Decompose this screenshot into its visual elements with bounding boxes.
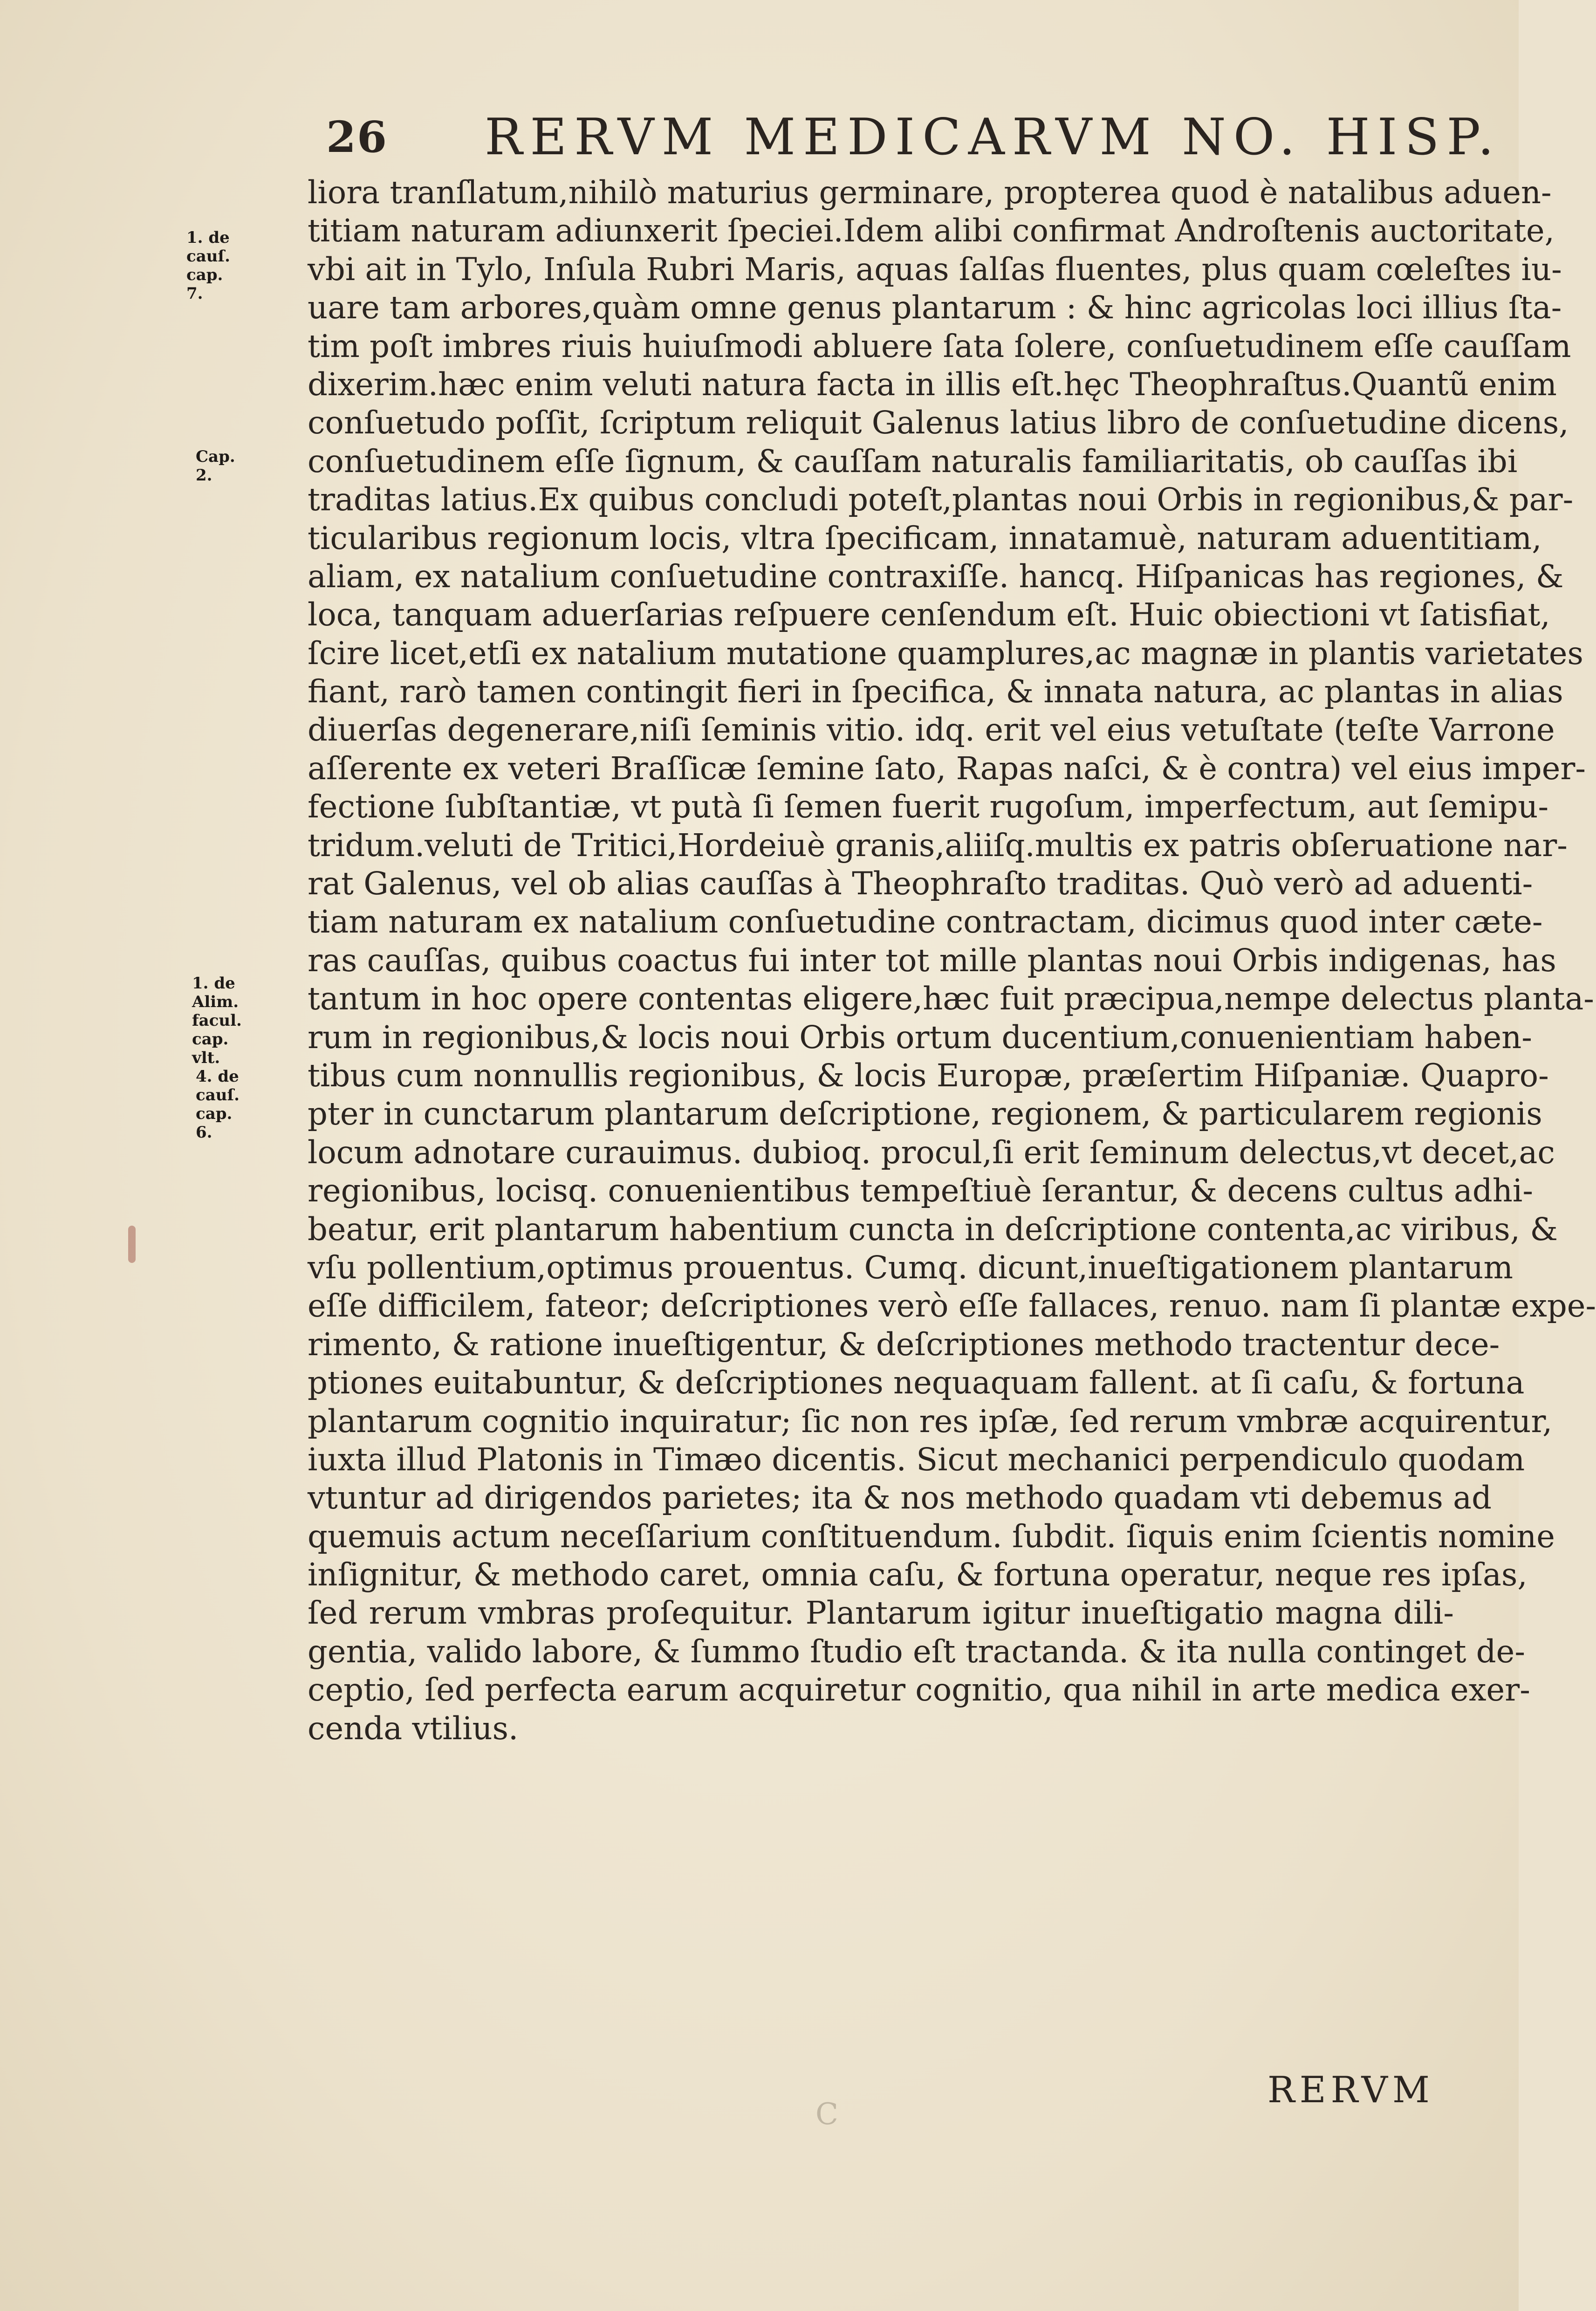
ink-mark xyxy=(128,1226,136,1263)
text-line: aliam, ex natalium conſuetudine contraxiſſe. hancq. Hiſpanicas has regiones, & xyxy=(308,558,1564,595)
page-number: 26 xyxy=(326,112,388,162)
text-line: tridum.veluti de Tritici,Hordeiuè granis,aliiſq.multis ex patris obſeruatione nar- xyxy=(308,827,1568,864)
running-head: RERVM MEDICARVM NO. HISP. xyxy=(485,108,1501,166)
text-line: ras cauſſas, quibus coactus fui inter tot mille plantas noui Orbis indigenas, has xyxy=(308,942,1556,979)
text-line: loca, tanquam aduerſarias reſpuere cenſendum eſt. Huic obiectioni vt ſatisfiat, xyxy=(308,597,1550,633)
text-line: vtuntur ad dirigendos parietes; ita & nos methodo quadam vti debemus ad xyxy=(308,1480,1492,1516)
text-line: regionibus, locisq. conuenientibus tempeſtiuè ſerantur, & decens cultus adhi- xyxy=(308,1173,1533,1209)
margin-note: Cap. 2. xyxy=(196,447,235,485)
text-line: tantum in hoc opere contentas eligere,hæc fuit præcipua,nempe delectus planta- xyxy=(308,981,1594,1017)
text-line: cenda vtilius. xyxy=(308,1710,519,1747)
text-line: vbi ait in Tylo, Inſula Rubri Maris, aquas ſalſas fluentes, plus quam cœleſtes iu- xyxy=(308,251,1562,288)
text-line: rat Galenus, vel ob alias cauſſas à Theophraſto traditas. Quò verò ad aduenti- xyxy=(308,865,1533,902)
text-line: plantarum cognitio inquiratur; ſic non res ipſæ, ſed rerum vmbræ acquirentur, xyxy=(308,1403,1553,1440)
text-line: ſcire licet,etſi ex natalium mutatione quamplures,ac magnæ in plantis varietates xyxy=(308,635,1583,672)
text-line: beatur, erit plantarum habentium cuncta in deſcriptione contenta,ac viribus, & xyxy=(308,1211,1558,1248)
margin-note: 4. de cauſ. cap. 6. xyxy=(196,1067,240,1142)
signature-mark: C xyxy=(815,2097,838,2132)
text-line: rimento, & ratione inueſtigentur, & deſcriptiones methodo tractentur dece- xyxy=(308,1326,1500,1363)
text-line: vſu pollentium,optimus prouentus. Cumq. dicunt,inueſtigationem plantarum xyxy=(308,1249,1513,1286)
catchword: RERVM xyxy=(1267,2069,1434,2111)
text-line: tibus cum nonnullis regionibus, & locis Europæ, præſertim Hiſpaniæ. Quapro- xyxy=(308,1057,1549,1094)
text-line: ceptio, ſed perfecta earum acquiretur cognitio, qua nihil in arte medica exer- xyxy=(308,1672,1530,1708)
text-line: conſuetudinem eſſe ſignum, & cauſſam naturalis familiaritatis, ob cauſſas ibi xyxy=(308,443,1518,480)
text-line: tim poſt imbres riuis huiuſmodi abluere ſata ſolere, conſuetudinem eſſe cauſſam xyxy=(308,328,1571,364)
text-line: traditas latius.Ex quibus concludi poteſt,plantas noui Orbis in regionibus,& par- xyxy=(308,481,1574,518)
body-text xyxy=(308,173,1596,1748)
text-line: tiam naturam ex natalium conſuetudine contractam, dicimus quod inter cæte- xyxy=(308,904,1543,940)
text-line: fiant, rarò tamen contingit fieri in ſpecifica, & innata natura, ac plantas in alias xyxy=(308,673,1563,710)
text-line: rum in regionibus,& locis noui Orbis ortum ducentium,conuenientiam haben- xyxy=(308,1019,1532,1056)
text-line: conſuetudo poſſit, ſcriptum reliquit Galenus latius libro de conſuetudine dicens, xyxy=(308,405,1569,441)
text-line: ptiones euitabuntur, & deſcriptiones nequaquam fallent. at ſi caſu, & fortuna xyxy=(308,1365,1525,1401)
text-line: uare tam arbores,quàm omne genus plantarum : & hinc agricolas loci illius ſta- xyxy=(308,289,1562,326)
text-line: gentia, valido labore, & ſummo ſtudio eſt tractanda. & ita nulla continget de- xyxy=(308,1633,1525,1670)
margin-note: 1. de Alim. facul. cap. vlt. xyxy=(192,974,242,1067)
text-line: ſed rerum vmbras proſequitur. Plantarum igitur inueſtigatio magna dili- xyxy=(308,1595,1454,1632)
text-line: quemuis actum neceſſarium conſtituendum. ſubdit. ſiquis enim ſcientis nomine xyxy=(308,1518,1555,1555)
text-line: pter in cunctarum plantarum deſcriptione, regionem, & particularem regionis xyxy=(308,1096,1542,1132)
text-line: liora tranſlatum,nihilò maturius germinare, propterea quod è natalibus aduen- xyxy=(308,174,1552,211)
margin-note: 1. de cauſ. cap. 7. xyxy=(186,228,230,303)
text-line: aſſerente ex veteri Braſſicæ ſemine ſato, Rapas naſci, & è contra) vel eius imper- xyxy=(308,750,1586,787)
text-line: locum adnotare curauimus. dubioq. procul,ſi erit ſeminum delectus,vt decet,ac xyxy=(308,1134,1555,1171)
text-line: ticularibus regionum locis, vltra ſpecificam, innatamuè, naturam aduentitiam, xyxy=(308,520,1542,556)
text-line: titiam naturam adiunxerit ſpeciei.Idem alibi confirmat Androſtenis auctoritate, xyxy=(308,213,1555,249)
text-line: dixerim.hæc enim veluti natura facta in illis eſt.hęc Theophraſtus.Quantũ enim xyxy=(308,366,1557,403)
text-line: eſſe difficilem, fateor; deſcriptiones verò eſſe fallaces, renuo. nam ſi plantæ expe- xyxy=(308,1288,1596,1324)
text-line: inſignitur, & methodo caret, omnia caſu, & fortuna operatur, neque res ipſas, xyxy=(308,1557,1528,1593)
text-line: iuxta illud Platonis in Timæo dicentis. Sicut mechanici perpendiculo quodam xyxy=(308,1441,1525,1478)
text-line: diuerſas degenerare,niſi ſeminis vitio. idq. erit vel eius vetuſtate (teſte Varrone xyxy=(308,712,1555,748)
text-line: fectione ſubſtantiæ, vt putà ſi ſemen fuerit rugoſum, imperfectum, aut ſemipu- xyxy=(308,789,1549,825)
